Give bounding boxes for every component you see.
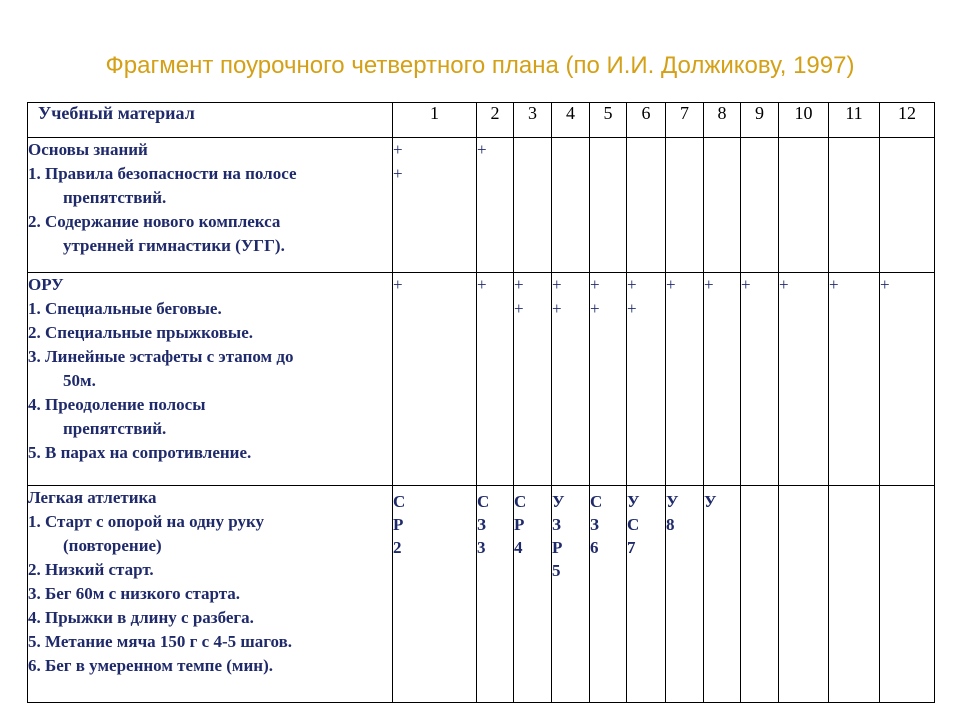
lesson-9-cell	[741, 486, 779, 703]
lesson-9-cell	[741, 138, 779, 273]
lesson-mark: Р	[393, 515, 404, 534]
lesson-mark: +	[880, 275, 890, 294]
lesson-10-cell	[779, 138, 829, 273]
lesson-mark: +	[477, 140, 487, 159]
lesson-8-cell	[704, 273, 741, 486]
header-lesson-7: 7	[666, 103, 704, 138]
header-lesson-6: 6	[627, 103, 666, 138]
section-row	[28, 273, 935, 486]
lesson-mark: 3	[477, 538, 486, 557]
material-item	[28, 321, 392, 345]
lesson-10-cell	[779, 273, 829, 486]
lesson-mark: +	[393, 275, 403, 294]
header-lesson-9: 9	[741, 103, 779, 138]
lesson-2-cell	[477, 138, 514, 273]
lesson-4-cell	[552, 273, 590, 486]
section-title: ОРУ	[28, 275, 64, 294]
lesson-mark: 8	[666, 515, 675, 534]
lesson-mark: 7	[627, 538, 636, 557]
lesson-mark: +	[477, 275, 487, 294]
lesson-1-cell	[393, 138, 477, 273]
lesson-mark: +	[552, 299, 562, 318]
lesson-mark: У	[704, 492, 717, 511]
lesson-mark: +	[393, 140, 403, 159]
section-row	[28, 138, 935, 273]
lesson-mark: Р	[514, 515, 525, 534]
lesson-3-cell	[514, 273, 552, 486]
lesson-mark: +	[627, 299, 637, 318]
lesson-mark: +	[741, 275, 751, 294]
lesson-9-cell	[741, 273, 779, 486]
material-item-text: 3. Линейные эстафеты с этапом до	[28, 347, 294, 366]
material-item	[28, 510, 392, 558]
material-item	[28, 210, 392, 258]
lesson-mark: С	[627, 515, 640, 534]
lesson-12-cell	[880, 138, 935, 273]
lesson-mark: У	[666, 492, 679, 511]
lesson-mark: З	[590, 515, 599, 534]
lesson-mark: 5	[552, 561, 561, 580]
lesson-8-cell	[704, 486, 741, 703]
lesson-11-cell	[829, 486, 880, 703]
header-lesson-12: 12	[880, 103, 935, 138]
lesson-3-cell	[514, 486, 552, 703]
lesson-mark: З	[552, 515, 561, 534]
lesson-2-cell	[477, 273, 514, 486]
lesson-mark: 2	[393, 538, 402, 557]
lesson-mark: +	[704, 275, 714, 294]
lesson-mark: +	[829, 275, 839, 294]
lesson-2-cell	[477, 486, 514, 703]
lesson-mark: +	[666, 275, 676, 294]
header-lesson-3: 3	[514, 103, 552, 138]
lesson-mark: 6	[590, 538, 599, 557]
lesson-5-cell	[590, 486, 627, 703]
material-item	[28, 162, 392, 210]
material-cell	[28, 486, 393, 703]
material-item-text: 3. Бег 60м с низкого старта.	[28, 584, 241, 603]
header-material: Учебный материал	[28, 103, 393, 138]
section-row	[28, 486, 935, 703]
header-lesson-1: 1	[393, 103, 477, 138]
lesson-mark: С	[477, 492, 490, 511]
lesson-mark: С	[514, 492, 527, 511]
header-lesson-4: 4	[552, 103, 590, 138]
lesson-7-cell	[666, 486, 704, 703]
lesson-mark: +	[393, 164, 403, 183]
lesson-4-cell	[552, 486, 590, 703]
lesson-8-cell	[704, 138, 741, 273]
material-item-text: 2. Низкий старт.	[28, 560, 154, 579]
material-item	[28, 558, 392, 582]
material-item	[28, 630, 392, 654]
material-item-text: 4. Прыжки в длину с разбега.	[28, 608, 254, 627]
lesson-mark: +	[590, 275, 600, 294]
material-item	[28, 393, 392, 441]
header-lesson-2: 2	[477, 103, 514, 138]
section-title: Основы знаний	[28, 140, 148, 159]
material-item-continuation: 50м.	[63, 371, 96, 390]
lesson-plan-table	[27, 102, 935, 703]
lesson-11-cell	[829, 273, 880, 486]
lesson-3-cell	[514, 138, 552, 273]
material-item-text: 1. Специальные беговые.	[28, 299, 222, 318]
lesson-mark: +	[514, 275, 524, 294]
header-lesson-11: 11	[829, 103, 880, 138]
header-lesson-10: 10	[779, 103, 829, 138]
section-title: Легкая атлетика	[28, 488, 157, 507]
lesson-5-cell	[590, 273, 627, 486]
lesson-4-cell	[552, 138, 590, 273]
material-item-text: 2. Содержание нового комплекса	[28, 212, 281, 231]
material-item-continuation: утренней гимнастики (УГГ).	[63, 236, 285, 255]
lesson-12-cell	[880, 486, 935, 703]
material-item-text: 1. Правила безопасности на полосе	[28, 164, 297, 183]
lesson-mark: 4	[514, 538, 523, 557]
material-item-text: 6. Бег в умеренном темпе (мин).	[28, 656, 273, 675]
material-item-text: 1. Старт с опорой на одну руку	[28, 512, 265, 531]
material-item	[28, 345, 392, 393]
lesson-mark: З	[477, 515, 486, 534]
material-item	[28, 297, 392, 321]
lesson-mark: +	[779, 275, 789, 294]
slide-title: Фрагмент поурочного четвертного плана (по И.И. Должикову, 1997)	[105, 52, 855, 79]
lesson-mark: У	[627, 492, 640, 511]
material-item-text: 2. Специальные прыжковые.	[28, 323, 253, 342]
lesson-7-cell	[666, 138, 704, 273]
material-cell	[28, 138, 393, 273]
lesson-6-cell	[627, 138, 666, 273]
material-item	[28, 606, 392, 630]
lesson-5-cell	[590, 138, 627, 273]
lesson-mark: С	[393, 492, 406, 511]
lesson-11-cell	[829, 138, 880, 273]
material-item	[28, 441, 392, 465]
header-lesson-8: 8	[704, 103, 741, 138]
lesson-mark: +	[627, 275, 637, 294]
lesson-mark: +	[514, 299, 524, 318]
material-cell	[28, 273, 393, 486]
material-item-continuation: препятствий.	[63, 419, 167, 438]
lesson-1-cell	[393, 486, 477, 703]
lesson-7-cell	[666, 273, 704, 486]
lesson-mark: У	[552, 492, 565, 511]
material-item	[28, 582, 392, 606]
lesson-12-cell	[880, 273, 935, 486]
material-item-continuation: (повторение)	[63, 536, 162, 555]
material-item-text: 5. В парах на сопротивление.	[28, 443, 252, 462]
plan-body	[28, 138, 935, 703]
lesson-mark: +	[590, 299, 600, 318]
material-item	[28, 654, 392, 678]
lesson-10-cell	[779, 486, 829, 703]
material-item-text: 5. Метание мяча 150 г с 4-5 шагов.	[28, 632, 293, 651]
lesson-1-cell	[393, 273, 477, 486]
lesson-6-cell	[627, 273, 666, 486]
header-lesson-5: 5	[590, 103, 627, 138]
material-item-text: 4. Преодоление полосы	[28, 395, 206, 414]
lesson-mark: +	[552, 275, 562, 294]
material-item-continuation: препятствий.	[63, 188, 167, 207]
lesson-mark: Р	[552, 538, 563, 557]
lesson-mark: С	[590, 492, 603, 511]
lesson-6-cell	[627, 486, 666, 703]
header-row	[28, 103, 935, 138]
